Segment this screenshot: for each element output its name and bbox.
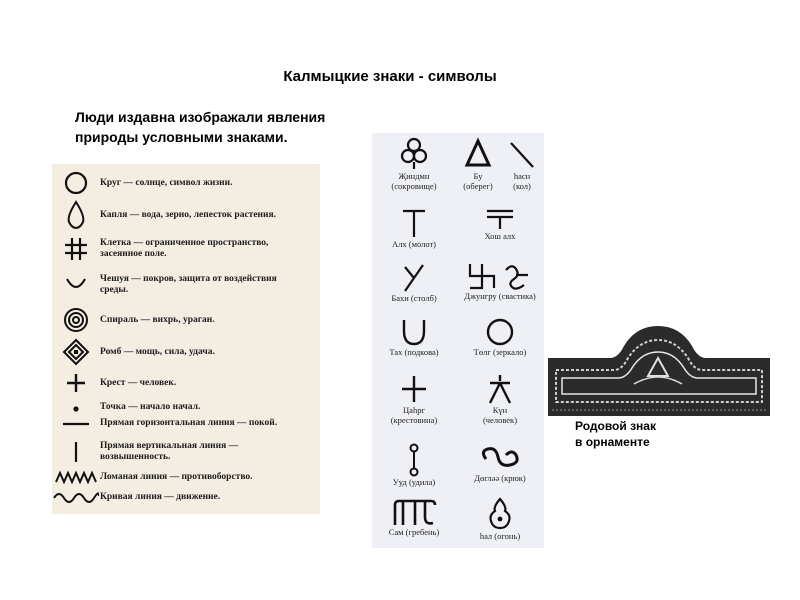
intro-text — [75, 107, 405, 147]
drop-icon — [63, 200, 89, 230]
list-item — [52, 306, 310, 334]
list-item: Җиндмн (сокровище) — [372, 137, 456, 191]
list-item: Бу (оберег) — [454, 137, 502, 191]
grid-icon — [63, 236, 89, 262]
list-item: Ууд (удила) — [372, 443, 456, 487]
bu-icon — [464, 137, 492, 171]
list-item: hасн (кол) — [500, 137, 544, 191]
hal-icon — [485, 497, 515, 531]
tolg-icon — [484, 317, 516, 347]
list-item-text: Капля — вода, зерно, лепесток растения. — [100, 209, 277, 220]
symbols-meaning-card — [52, 164, 320, 514]
caption-line-2: в орнаменте — [575, 435, 650, 449]
list-item-text: Кривая линия — движение. — [100, 491, 221, 502]
uud-icon — [404, 443, 424, 477]
list-item: Тах (подкова) — [372, 317, 456, 357]
list-item-text: Прямая горизонтальная линия — покой. — [100, 418, 278, 428]
intro-line-1: Люди издавна изображали явления — [75, 109, 326, 125]
caption-line-1: Родовой знак — [575, 419, 656, 433]
tsahrg-icon — [399, 373, 429, 405]
horizontal-line-icon — [61, 419, 91, 429]
khosh-alkh-icon — [483, 207, 517, 231]
rhombus-icon — [62, 338, 90, 366]
intro-line-2: природы условными знаками. — [75, 129, 288, 145]
list-item: Төлг (зеркало) — [458, 317, 542, 357]
circle-icon — [63, 170, 89, 196]
list-item-text: Прямая вертикальная линия — возвышенность. — [100, 441, 239, 462]
list-item — [52, 338, 310, 366]
list-item — [52, 418, 310, 429]
list-item — [52, 170, 310, 196]
list-item-text: Точка — начало начал. — [100, 401, 201, 412]
list-item: Бахи (столб) — [372, 261, 456, 303]
dot-icon — [69, 400, 83, 414]
list-item: Күн (человек) — [458, 373, 542, 425]
ornament-image — [548, 318, 770, 418]
list-item-text: Ромб — мощь, сила, удача. — [100, 346, 215, 357]
list-item: Дөгләә (крюк) — [458, 443, 542, 483]
kalmyk-signs-card — [372, 133, 544, 548]
spiral-icon — [62, 306, 90, 334]
slide-title: Калмыцкие знаки - символы — [283, 68, 497, 85]
list-item-text: Клетка — ограниченное пространство, засеянное поле. — [100, 238, 269, 259]
list-item-text: Круг — солнце, символ жизни. — [100, 177, 233, 188]
hasn-icon — [507, 137, 537, 171]
tah-icon — [399, 317, 429, 347]
ornament-caption — [575, 418, 715, 450]
list-item: Хош алх — [458, 207, 542, 241]
list-item — [52, 440, 310, 464]
list-item — [52, 200, 310, 230]
list-item — [52, 400, 310, 414]
dzhungru-icon — [468, 261, 532, 291]
cross-icon — [65, 372, 87, 394]
list-item: Джунгру (свастика) — [458, 261, 542, 301]
vertical-line-icon — [71, 440, 81, 464]
list-item-text: Ломаная линия — противоборство. — [100, 471, 253, 482]
zigzag-icon — [55, 470, 97, 484]
list-item — [52, 470, 310, 484]
list-item — [52, 236, 310, 262]
kun-icon — [485, 373, 515, 405]
list-item: hал (огонь) — [458, 497, 542, 541]
list-item: Сам (гребень) — [372, 497, 456, 537]
list-item — [52, 490, 310, 504]
wave-icon — [53, 490, 99, 504]
dogle-icon — [478, 443, 522, 473]
list-item — [52, 274, 310, 296]
list-item — [52, 372, 310, 394]
list-item-text: Крест — человек. — [100, 377, 177, 388]
list-item: Цаhрг (крестовина) — [372, 373, 456, 425]
bakhi-icon — [399, 261, 429, 293]
zhindmn-icon — [399, 137, 429, 171]
scale-icon — [64, 275, 88, 295]
list-item-text: Спираль — вихрь, ураган. — [100, 314, 215, 325]
alkh-icon — [399, 207, 429, 239]
list-item: Алх (молот) — [372, 207, 456, 249]
sam-icon — [391, 497, 437, 527]
list-item-text: Чешуя — покров, защита от воздействия среды. — [100, 274, 277, 295]
